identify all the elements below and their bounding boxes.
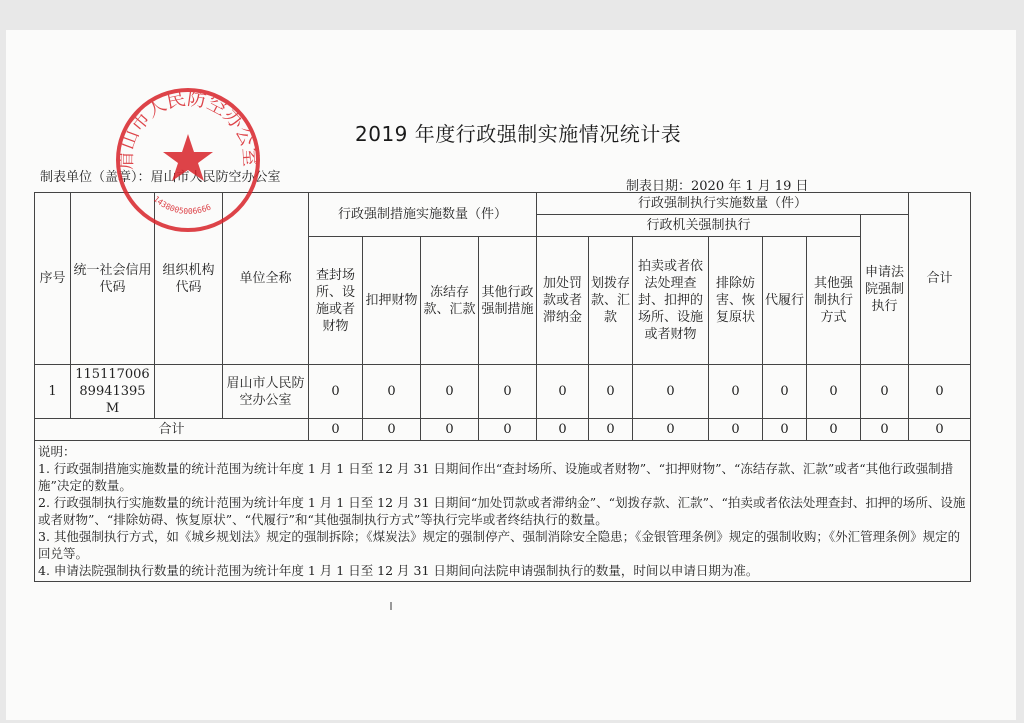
header-org-code: 组织机构代码 [155,193,223,365]
row-seq: 1 [35,365,71,419]
total-label: 合计 [35,419,309,441]
row-value: 0 [861,365,909,419]
seal-code: 1438005006666 [151,194,213,217]
header-admin-group: 行政机关强制执行 [537,215,861,237]
row-value: 0 [479,365,537,419]
header-total: 合计 [909,193,971,365]
row-value: 0 [589,365,633,419]
statistics-table [34,192,970,582]
row-value: 0 [763,365,807,419]
notes-heading: 说明： [38,444,76,459]
row-org-code [155,365,223,419]
page-mark [390,602,392,610]
notes-section [35,441,971,582]
row-value: 0 [909,365,971,419]
header-admin: 排除妨害、恢复原状 [709,237,763,365]
reporting-unit: 制表单位（盖章）：眉山市人民防空办公室 [40,170,281,185]
header-admin: 加处罚款或者滞纳金 [537,237,589,365]
note-item: 3. 其他强制执行方式，如《城乡规划法》规定的强制拆除；《煤炭法》规定的强制停产、强制消除安全隐患；《金银管理条例》规定的强制收购；《外汇管理条例》规定的回兑等。 [38,529,961,561]
total-value: 0 [709,419,763,441]
note-item: 2. 行政强制执行实施数量的统计范围为统计年度 1 月 1 日至 12 月 31 日期间“加处罚款或者滞纳金”、“划拨存款、汇款”、“拍卖或者依法处理查封、扣押的场所、设施或者财物”、“排除妨碍、恢复原状”、“代履行”和“其他强制执行方式”等执行完毕或者终结执行的数量。 [38,495,966,527]
total-value: 0 [309,419,363,441]
row-value: 0 [709,365,763,419]
total-value: 0 [861,419,909,441]
header-seq: 序号 [35,193,71,365]
total-value: 0 [479,419,537,441]
row-credit-code: 11511700689941395M [71,365,155,419]
document-title: 2019 年度行政强制实施情况统计表 [355,122,682,146]
row-value: 0 [537,365,589,419]
header-unit-name: 单位全称 [223,193,309,365]
seal-text: 眉山市人民防空办公室 [114,87,262,171]
header-measure: 查封场所、设施或者财物 [309,237,363,365]
header-measure: 扣押财物 [363,237,421,365]
header-credit-code: 统一社会信用代码 [71,193,155,365]
table-row [35,365,971,419]
note-item: 1. 行政强制措施实施数量的统计范围为统计年度 1 月 1 日至 12 月 31 日期间作出“查封场所、设施或者财物”、“扣押财物”、“冻结存款、汇款”或者“其他行政强制措施”决定的数量。 [38,461,954,493]
header-admin: 其他强制执行方式 [807,237,861,365]
header-measure: 冻结存款、汇款 [421,237,479,365]
total-value: 0 [421,419,479,441]
report-date: 制表日期：2020 年 1 月 19 日 [626,179,809,194]
row-value: 0 [633,365,709,419]
header-enforcement-group: 行政强制执行实施数量（件） [537,193,909,215]
total-value: 0 [909,419,971,441]
total-value: 0 [537,419,589,441]
official-seal [108,84,266,234]
notes-row [35,441,971,582]
row-value: 0 [807,365,861,419]
header-admin: 拍卖或者依法处理查封、扣押的场所、设施或者财物 [633,237,709,365]
row-unit-name: 眉山市人民防空办公室 [223,365,309,419]
total-value: 0 [763,419,807,441]
note-item: 4. 申请法院强制执行数量的统计范围为统计年度 1 月 1 日至 12 月 31 日期间向法院申请强制执行的数量，时间以申请日期为准。 [38,563,759,578]
header-measures-group: 行政强制措施实施数量（件） [309,193,537,237]
header-admin: 代履行 [763,237,807,365]
header-admin: 划拨存款、汇款 [589,237,633,365]
row-value: 0 [363,365,421,419]
total-value: 0 [363,419,421,441]
row-value: 0 [421,365,479,419]
total-row [35,419,971,441]
row-value: 0 [309,365,363,419]
header-court: 申请法院强制执行 [861,215,909,365]
total-value: 0 [589,419,633,441]
total-value: 0 [807,419,861,441]
header-measure: 其他行政强制措施 [479,237,537,365]
total-value: 0 [633,419,709,441]
